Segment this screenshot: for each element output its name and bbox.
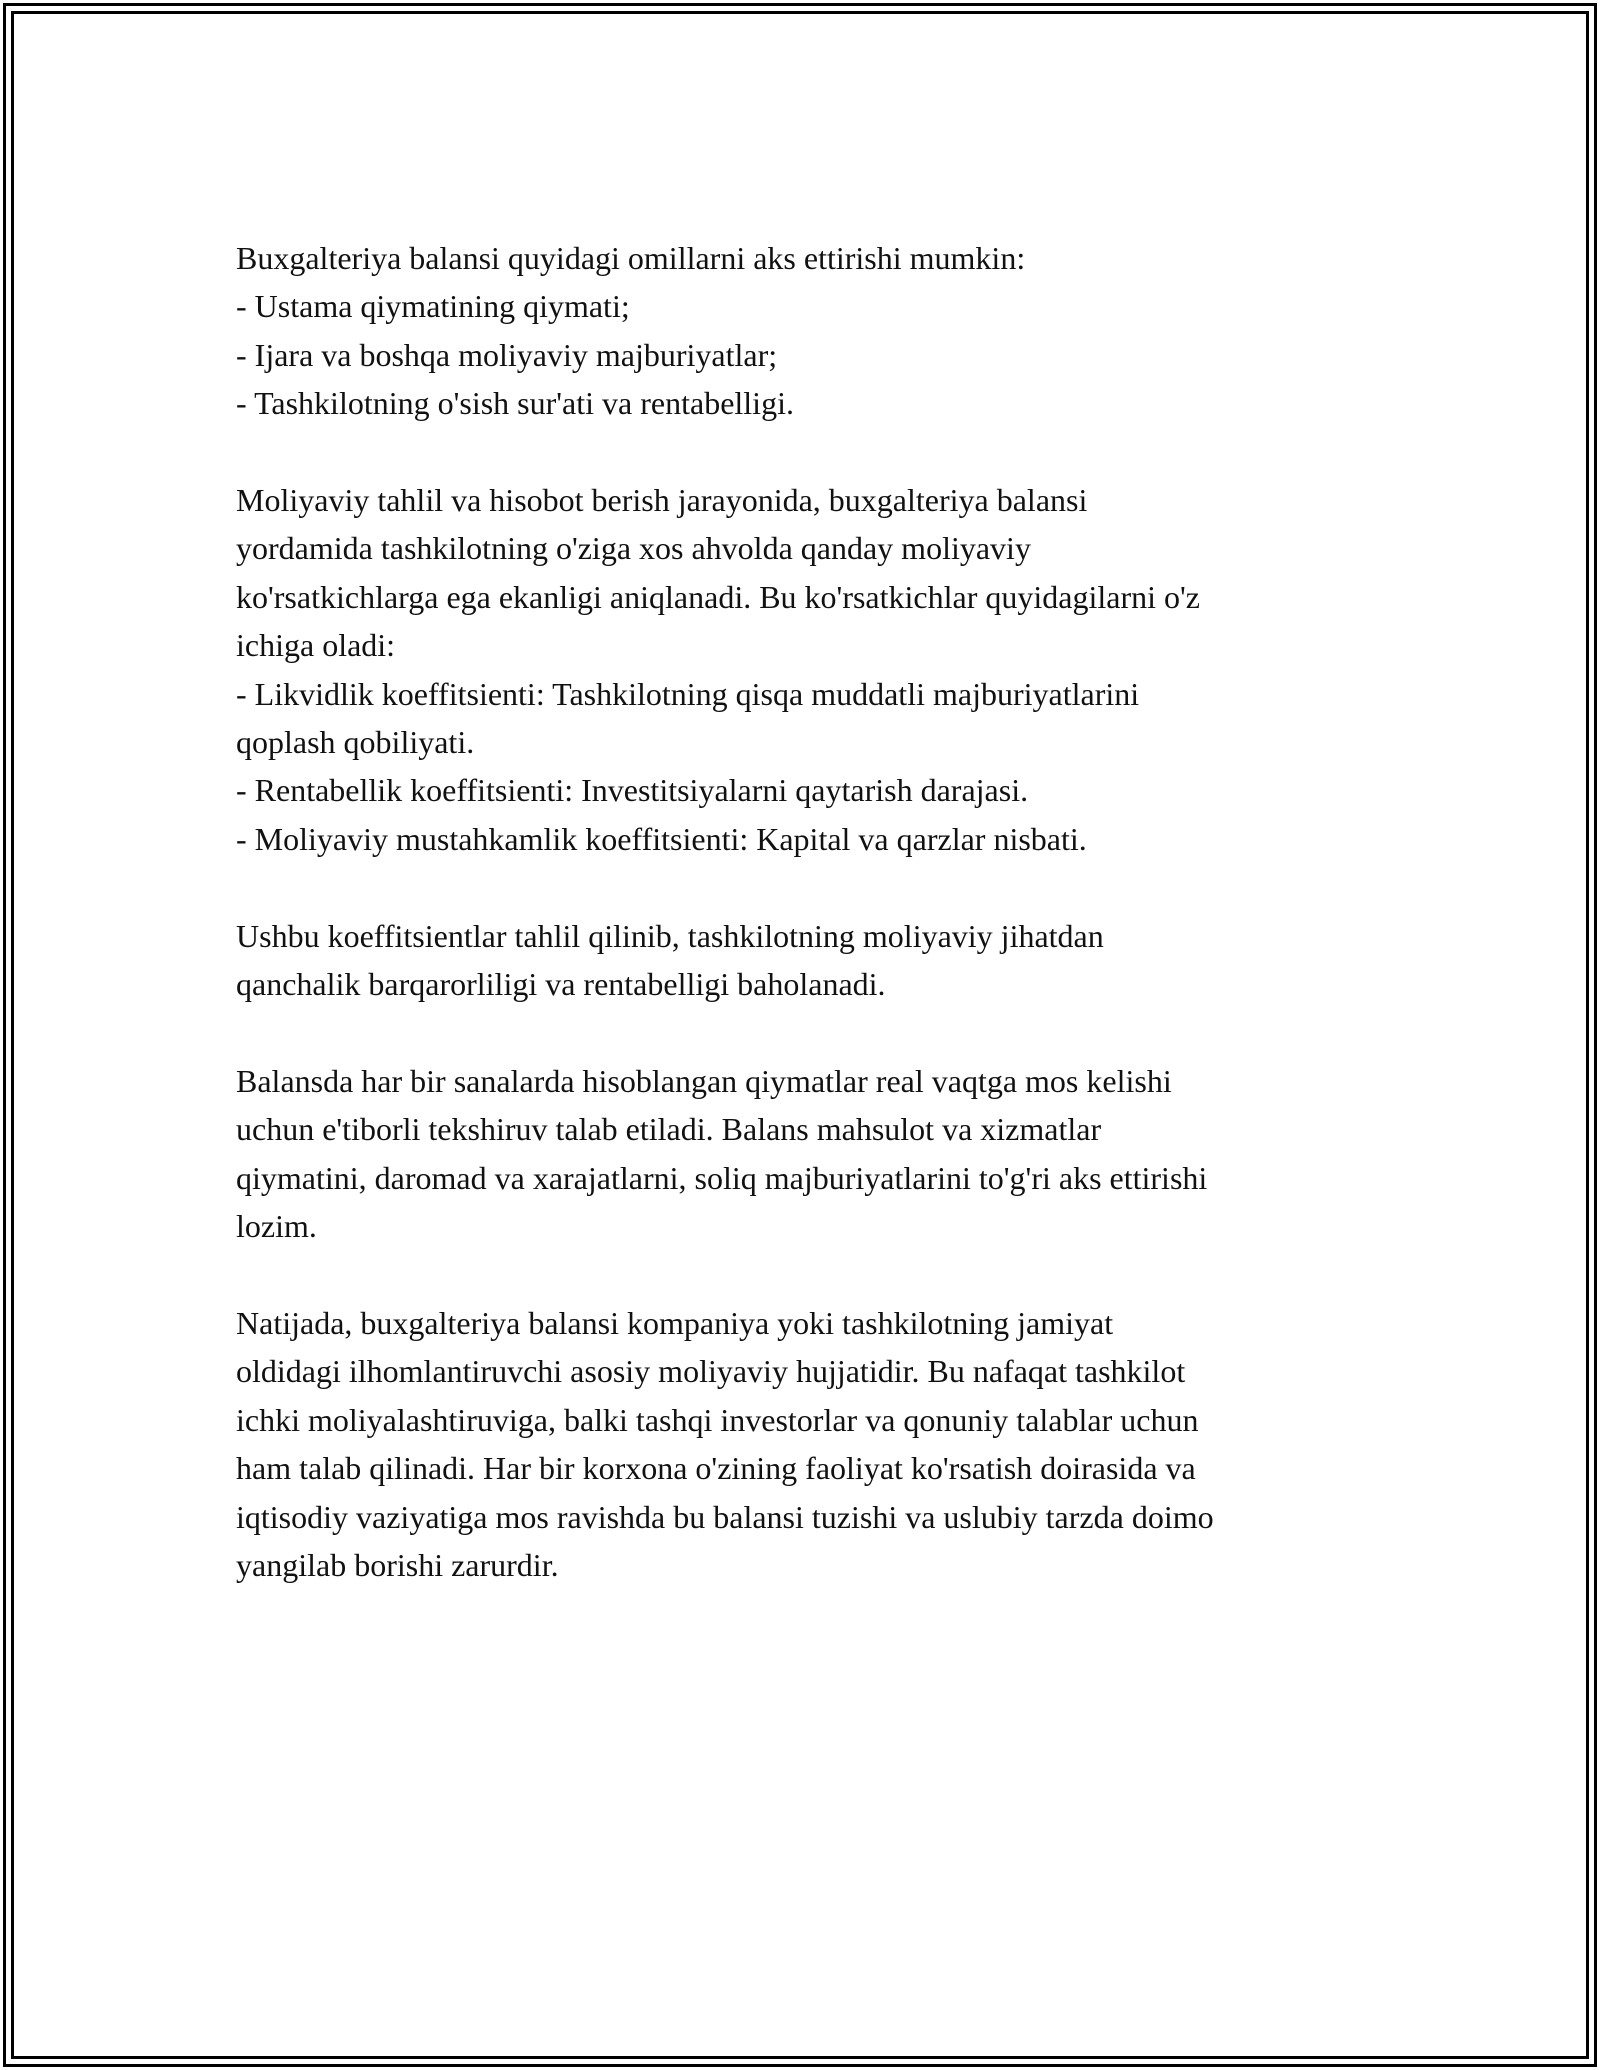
text-line: yangilab borishi zarurdir. — [236, 1546, 559, 1583]
paragraph-gap — [236, 1250, 1386, 1298]
list-item: - Tashkilotning o'sish sur'ati va rentabelligi. — [236, 385, 794, 422]
paragraph-5 — [236, 1299, 1386, 1589]
text-line: ko'rsatkichlarga ega ekanligi aniqlanadi. Bu ko'rsatkichlar quyidagilarni o'z — [236, 578, 1200, 615]
text-line: yordamida tashkilotning o'ziga xos ahvolda qanday moliyaviy — [236, 530, 1031, 567]
text-line: lozim. — [236, 1208, 317, 1245]
list-item: - Ijara va boshqa moliyaviy majburiyatlar; — [236, 336, 778, 373]
text-line: ham talab qilinadi. Har bir korxona o'zining faoliyat ko'rsatish doirasida va — [236, 1450, 1196, 1487]
text-line: uchun e'tiborli tekshiruv talab etiladi. Balans mahsulot va xizmatlar — [236, 1111, 1102, 1148]
text-line: Buxgalteriya balansi quyidagi omillarni aks ettirishi mumkin: — [236, 240, 1026, 276]
text-line: Moliyaviy tahlil va hisobot berish jarayonida, buxgalteriya balansi — [236, 482, 1088, 519]
document-body — [236, 234, 1386, 1589]
text-line: qiymatini, daromad va xarajatlarni, soliq majburiyatlarini to'g'ri aks ettirishi — [236, 1159, 1208, 1196]
list-item: - Rentabellik koeffitsienti: Investitsiyalarni qaytarish darajasi. — [236, 772, 1029, 809]
paragraph-4 — [236, 1057, 1386, 1251]
text-line: ichki moliyalashtiruviga, balki tashqi investorlar va qonuniy talablar uchun — [236, 1401, 1199, 1438]
paragraph-1 — [236, 234, 1386, 428]
text-line: Natijada, buxgalteriya balansi kompaniya yoki tashkilotning jamiyat — [236, 1304, 1114, 1341]
paragraph-gap — [236, 863, 1386, 911]
list-item: - Likvidlik koeffitsienti: Tashkilotning qisqa muddatli majburiyatlarini — [236, 675, 1140, 712]
text-line: Balansda har bir sanalarda hisoblangan qiymatlar real vaqtga mos kelishi — [236, 1062, 1172, 1099]
paragraph-gap — [236, 1008, 1386, 1056]
paragraph-3 — [236, 912, 1386, 1009]
list-item: - Moliyaviy mustahkamlik koeffitsienti: Kapital va qarzlar nisbati. — [236, 820, 1087, 857]
text-line: oldidagi ilhomlantiruvchi asosiy moliyaviy hujjatidir. Bu nafaqat tashkilot — [236, 1353, 1186, 1390]
paragraph-gap — [236, 428, 1386, 476]
list-item-continuation: qoplash qobiliyati. — [236, 724, 475, 761]
text-line: iqtisodiy vaziyatiga mos ravishda bu balansi tuzishi va uslubiy tarzda doimo — [236, 1498, 1214, 1535]
text-line: ichiga oladi: — [236, 627, 396, 664]
text-line: qanchalik barqarorliligi va rentabelligi baholanadi. — [236, 966, 886, 1003]
text-line: Ushbu koeffitsientlar tahlil qilinib, tashkilotning moliyaviy jihatdan — [236, 917, 1104, 954]
list-item: - Ustama qiymatining qiymati; — [236, 288, 630, 325]
paragraph-2 — [236, 476, 1386, 863]
